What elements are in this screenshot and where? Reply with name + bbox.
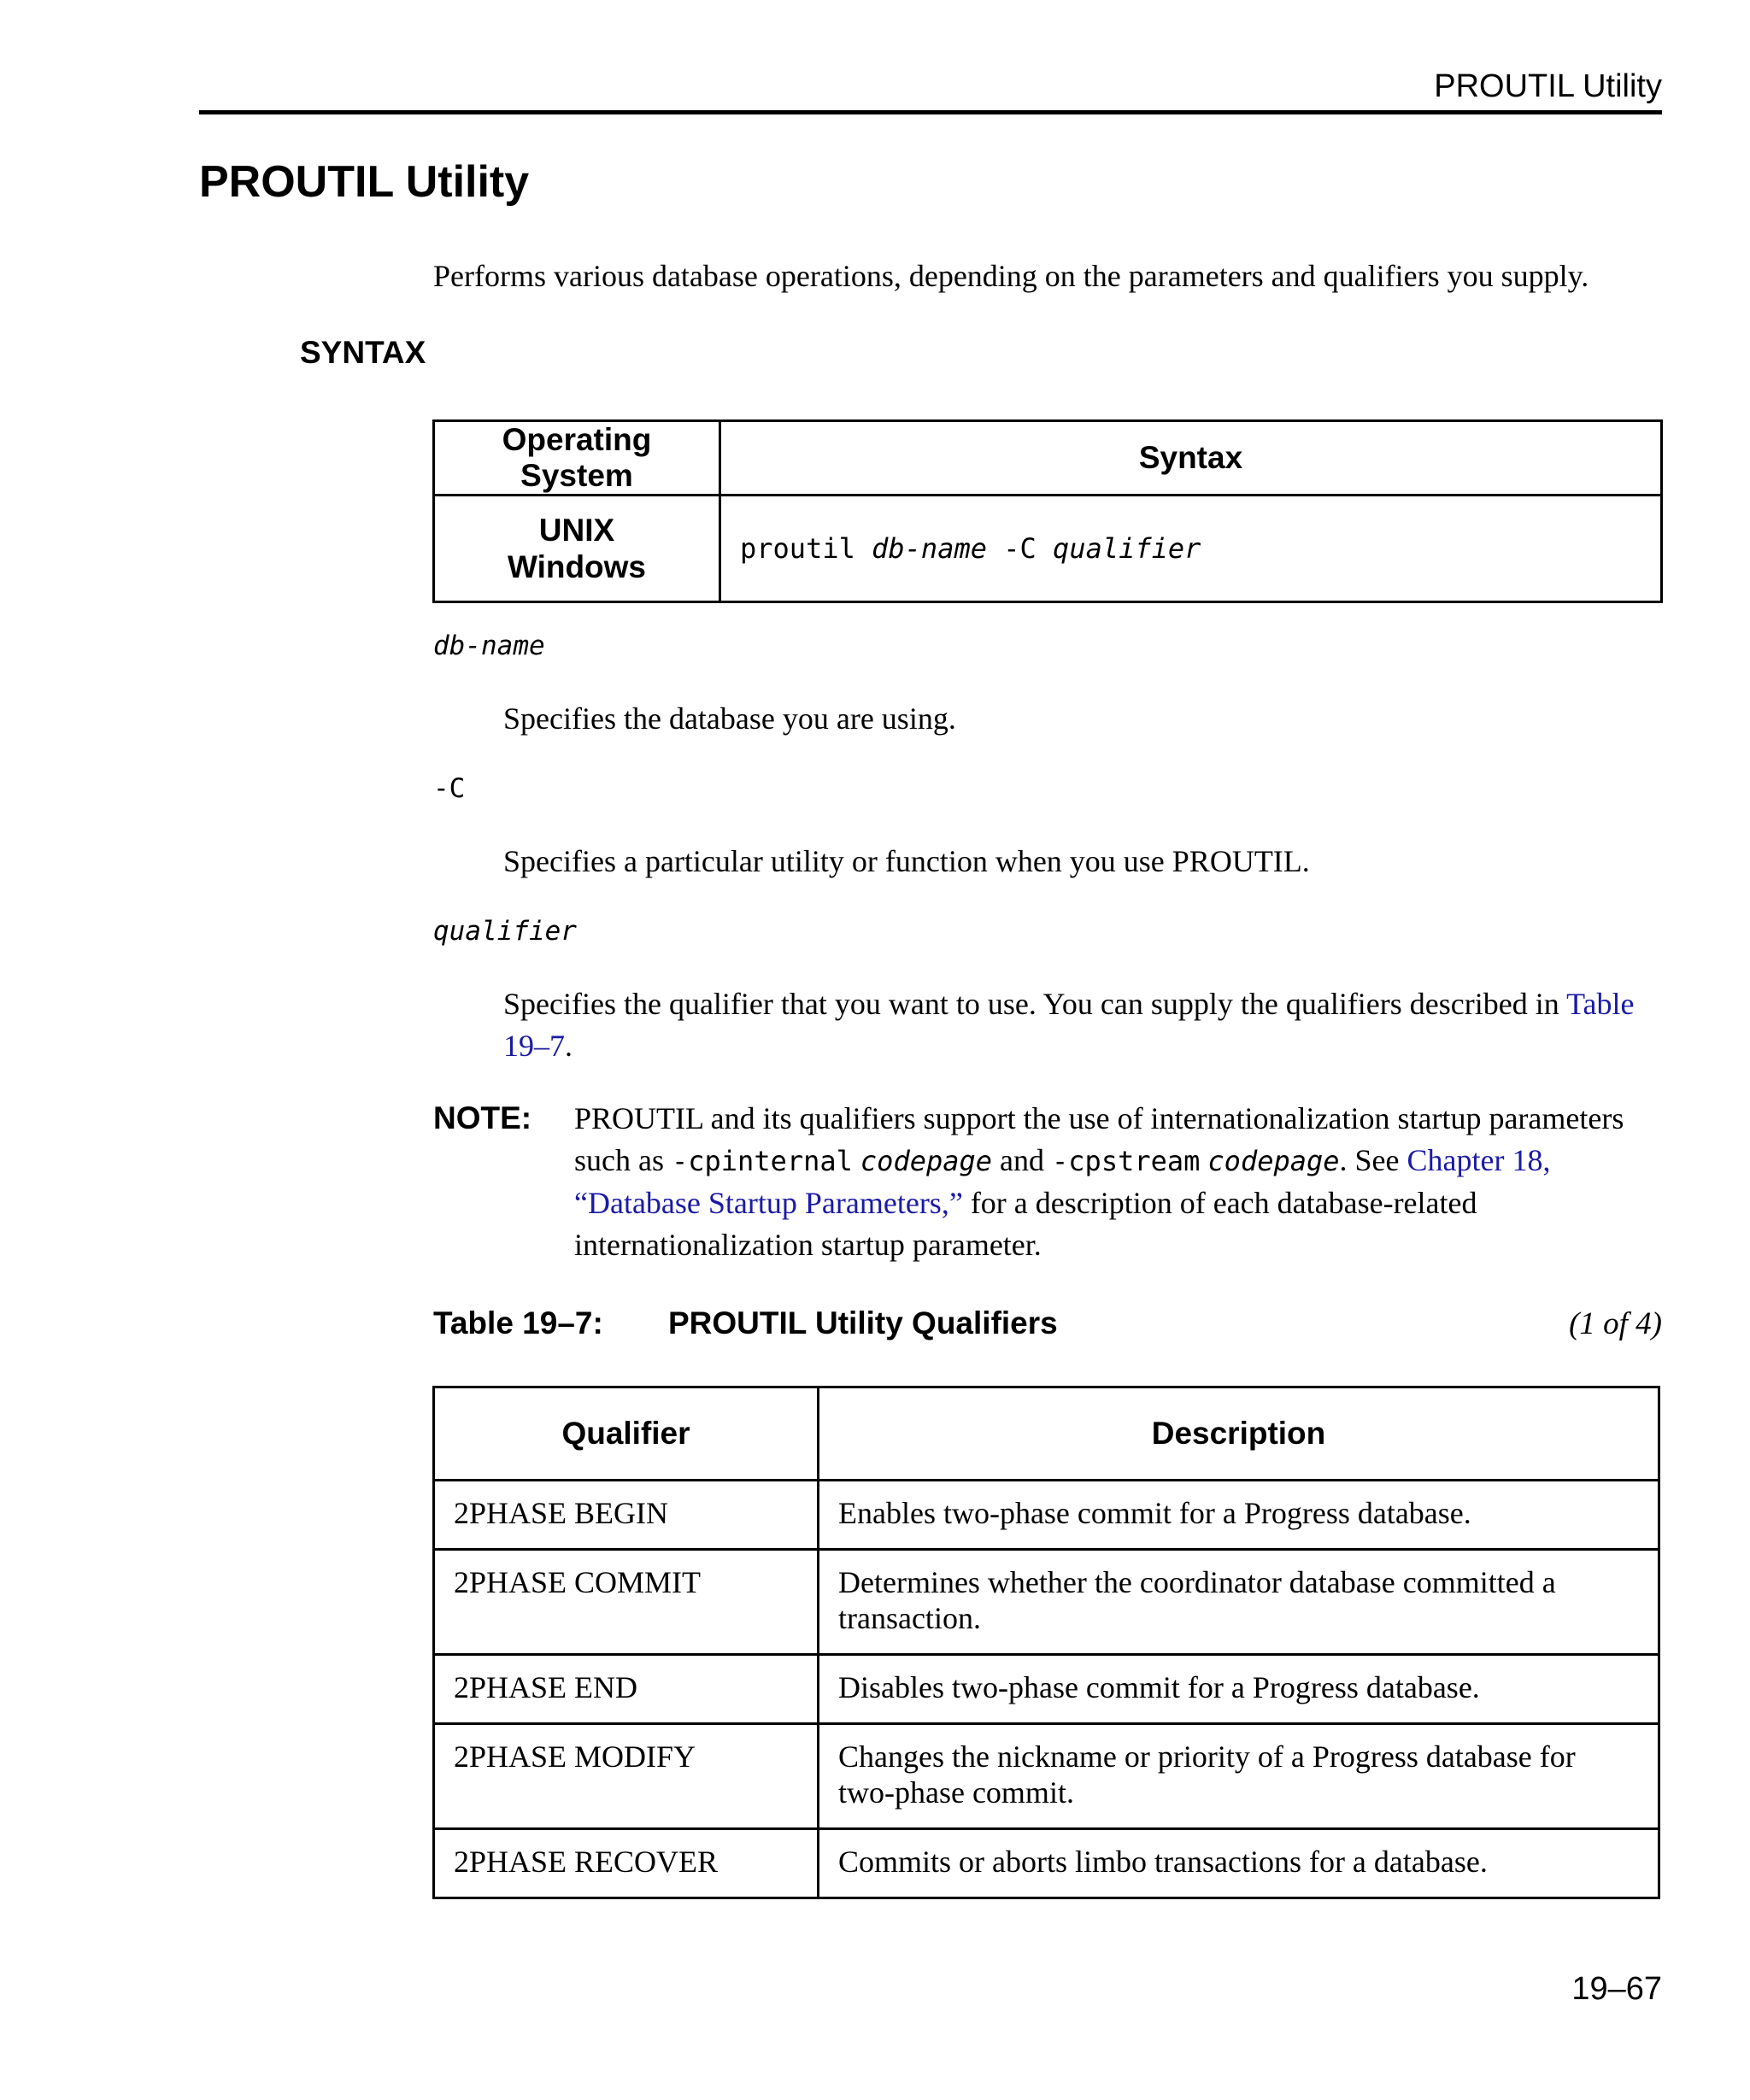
- syntax-heading: SYNTAX: [300, 335, 426, 370]
- qualifier-cell: 2PHASE RECOVER: [434, 1829, 819, 1898]
- note-label: NOTE:: [433, 1100, 532, 1135]
- table-row: [434, 1655, 1659, 1724]
- qualifier-cell: 2PHASE COMMIT: [434, 1550, 819, 1655]
- syntax-arg-qualifier: qualifier: [1053, 532, 1201, 565]
- syntax-command: proutil: [740, 532, 855, 565]
- syntax-table: [432, 419, 1663, 603]
- column-header-os: Operating System: [434, 421, 720, 496]
- param-desc-qualifier: [503, 983, 1665, 1067]
- description-cell: Disables two-phase commit for a Progress database.: [819, 1655, 1659, 1724]
- note-text-2: and: [992, 1143, 1053, 1177]
- qualifier-cell: 2PHASE MODIFY: [434, 1724, 819, 1829]
- page-title: PROUTIL Utility: [199, 157, 530, 207]
- note-text-4: for a description of each database-related internationalization startup parameter.: [574, 1186, 1477, 1262]
- qualifiers-table-header: [434, 1387, 1659, 1481]
- note-code-cpinternal: -cpinternal: [671, 1145, 853, 1177]
- column-header-syntax: Syntax: [720, 421, 1662, 496]
- qualifiers-table: [432, 1386, 1660, 1899]
- param-term-qualifier: qualifier: [433, 916, 577, 947]
- param-term-c: -C: [433, 773, 466, 804]
- column-header-qualifier: Qualifier: [434, 1387, 819, 1481]
- table-caption-page: (1 of 4): [1569, 1306, 1662, 1341]
- syntax-flag: -C: [1003, 532, 1036, 565]
- table-caption-number: Table 19–7:: [433, 1305, 603, 1340]
- param-desc-c: Specifies a particular utility or function when you use PROUTIL.: [503, 844, 1310, 878]
- note-text-3: . See: [1339, 1143, 1407, 1177]
- table-row: [434, 1550, 1659, 1655]
- page-number: 19–67: [1571, 1971, 1662, 2007]
- param-desc-qualifier-end: .: [565, 1029, 573, 1063]
- note-text: [574, 1098, 1668, 1266]
- table-row: [434, 1481, 1659, 1550]
- qualifier-cell: 2PHASE BEGIN: [434, 1481, 819, 1550]
- syntax-arg-dbname: db-name: [872, 532, 987, 565]
- syntax-table-row: [434, 496, 1662, 602]
- description-cell: Enables two-phase commit for a Progress database.: [819, 1481, 1659, 1550]
- running-header: PROUTIL Utility: [1434, 68, 1662, 104]
- param-desc-dbname: Specifies the database you are using.: [503, 701, 956, 736]
- table-row: [434, 1724, 1659, 1829]
- qualifier-cell: 2PHASE END: [434, 1655, 819, 1724]
- description-cell: Commits or aborts limbo transactions for a database.: [819, 1829, 1659, 1898]
- param-desc-qualifier-text: Specifies the qualifier that you want to use. You can supply the qualifiers described in: [503, 987, 1567, 1021]
- syntax-table-header: [434, 421, 1662, 496]
- note-arg-codepage-2: codepage: [1207, 1145, 1340, 1177]
- note-text-1: PROUTIL and its qualifiers support the use of internationalization startup parameters such as: [574, 1101, 1624, 1177]
- intro-paragraph: Performs various database operations, depending on the parameters and qualifiers you supply.: [433, 259, 1589, 293]
- table-reference-link[interactable]: Table 19–7: [503, 987, 1635, 1063]
- os-unix: UNIX: [538, 513, 615, 548]
- syntax-cell: [720, 496, 1662, 602]
- chapter-18-link[interactable]: Chapter 18, “Database Startup Parameters,”: [574, 1143, 1551, 1220]
- header-rule: [199, 110, 1662, 114]
- column-header-description: Description: [819, 1387, 1659, 1481]
- note-arg-codepage-1: codepage: [860, 1145, 993, 1177]
- note-code-cpstream: -cpstream: [1052, 1145, 1201, 1177]
- param-term-dbname: db-name: [433, 631, 545, 661]
- table-caption-title: PROUTIL Utility Qualifiers: [668, 1305, 1058, 1340]
- os-windows: Windows: [507, 549, 647, 584]
- description-cell: Changes the nickname or priority of a Progress database for two-phase commit.: [819, 1724, 1659, 1829]
- description-cell: Determines whether the coordinator database committed a transaction.: [819, 1550, 1659, 1655]
- table-row: [434, 1829, 1659, 1898]
- os-cell: [434, 496, 720, 602]
